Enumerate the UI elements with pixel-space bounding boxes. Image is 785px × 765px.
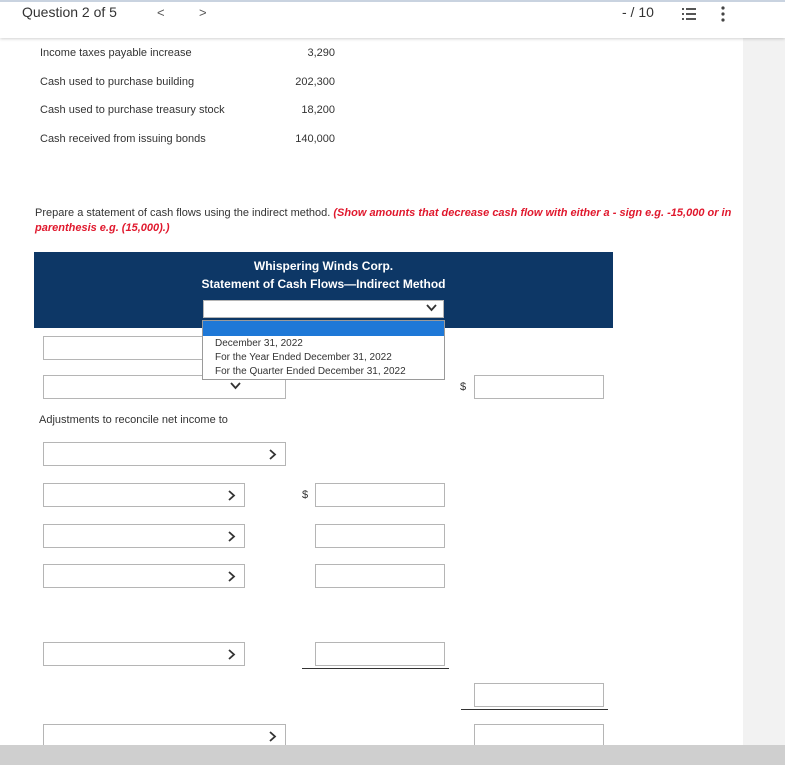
question-toolbar [0, 0, 785, 38]
given-data-value: 3,290 [307, 47, 335, 59]
chevron-down-icon [230, 382, 241, 390]
dropdown-option[interactable]: For the Year Ended December 31, 2022 [215, 352, 392, 363]
adjustment-amount-input[interactable] [315, 483, 445, 507]
dollar-sign: $ [302, 489, 309, 501]
dropdown-option-blank[interactable] [203, 321, 444, 336]
chevron-right-icon [228, 490, 236, 501]
next-question-icon[interactable]: > [199, 5, 207, 20]
list-icon[interactable] [682, 8, 696, 20]
given-data-value: 140,000 [295, 133, 335, 145]
chevron-down-icon [426, 304, 437, 312]
given-data-value: 18,200 [301, 104, 335, 116]
net-cash-select[interactable] [43, 724, 286, 745]
adjustment-amount-input[interactable] [315, 564, 445, 588]
chevron-right-icon [228, 571, 236, 582]
given-data-label: Cash used to purchase building [40, 76, 195, 88]
chevron-right-icon [269, 731, 277, 742]
score-display: - / 10 [622, 4, 654, 20]
dollar-sign: $ [460, 381, 467, 393]
instructions-note: (Show amounts that decrease cash flow with either a - sign e.g. -15,000 or in parenthesis e.g. (15,000).) [35, 207, 732, 234]
chevron-right-icon [228, 649, 236, 660]
bottom-scroll-band [0, 745, 785, 765]
statement-title: Statement of Cash Flows—Indirect Method [201, 277, 446, 291]
given-data-label: Cash used to purchase treasury stock [40, 104, 225, 116]
question-counter: Question 2 of 5 [22, 4, 117, 20]
previous-question-icon[interactable]: < [157, 5, 165, 20]
company-name: Whispering Winds Corp. [253, 259, 394, 273]
adjustment-item-select[interactable] [43, 564, 245, 588]
net-cash-amount-input[interactable] [474, 724, 604, 745]
subtotal-rule [302, 668, 449, 669]
chevron-right-icon [269, 449, 277, 460]
adjustments-label: Adjustments to reconcile net income to [39, 414, 228, 426]
date-dropdown-list[interactable] [202, 320, 445, 380]
adjustment-item-select[interactable] [43, 642, 245, 666]
chevron-right-icon [228, 531, 236, 542]
adjustment-amount-input[interactable] [315, 524, 445, 548]
given-data-label: Income taxes payable increase [40, 47, 192, 59]
given-data-value: 202,300 [295, 76, 335, 88]
adjustment-category-select[interactable] [43, 442, 286, 466]
dropdown-option[interactable]: December 31, 2022 [215, 338, 303, 349]
instructions [35, 206, 735, 236]
total-adjustments-input[interactable] [474, 683, 604, 707]
total-rule [461, 709, 608, 710]
adjustment-item-select[interactable] [43, 524, 245, 548]
net-income-amount-input[interactable] [474, 375, 604, 399]
adjustment-amount-input[interactable] [315, 642, 445, 666]
dropdown-option[interactable]: For the Quarter Ended December 31, 2022 [215, 366, 406, 377]
more-vertical-icon[interactable] [721, 6, 725, 22]
date-period-select[interactable] [203, 300, 444, 318]
question-content [0, 38, 743, 745]
adjustment-item-select[interactable] [43, 483, 245, 507]
instructions-text: Prepare a statement of cash flows using the indirect method. [35, 207, 331, 219]
given-data-label: Cash received from issuing bonds [40, 133, 206, 145]
